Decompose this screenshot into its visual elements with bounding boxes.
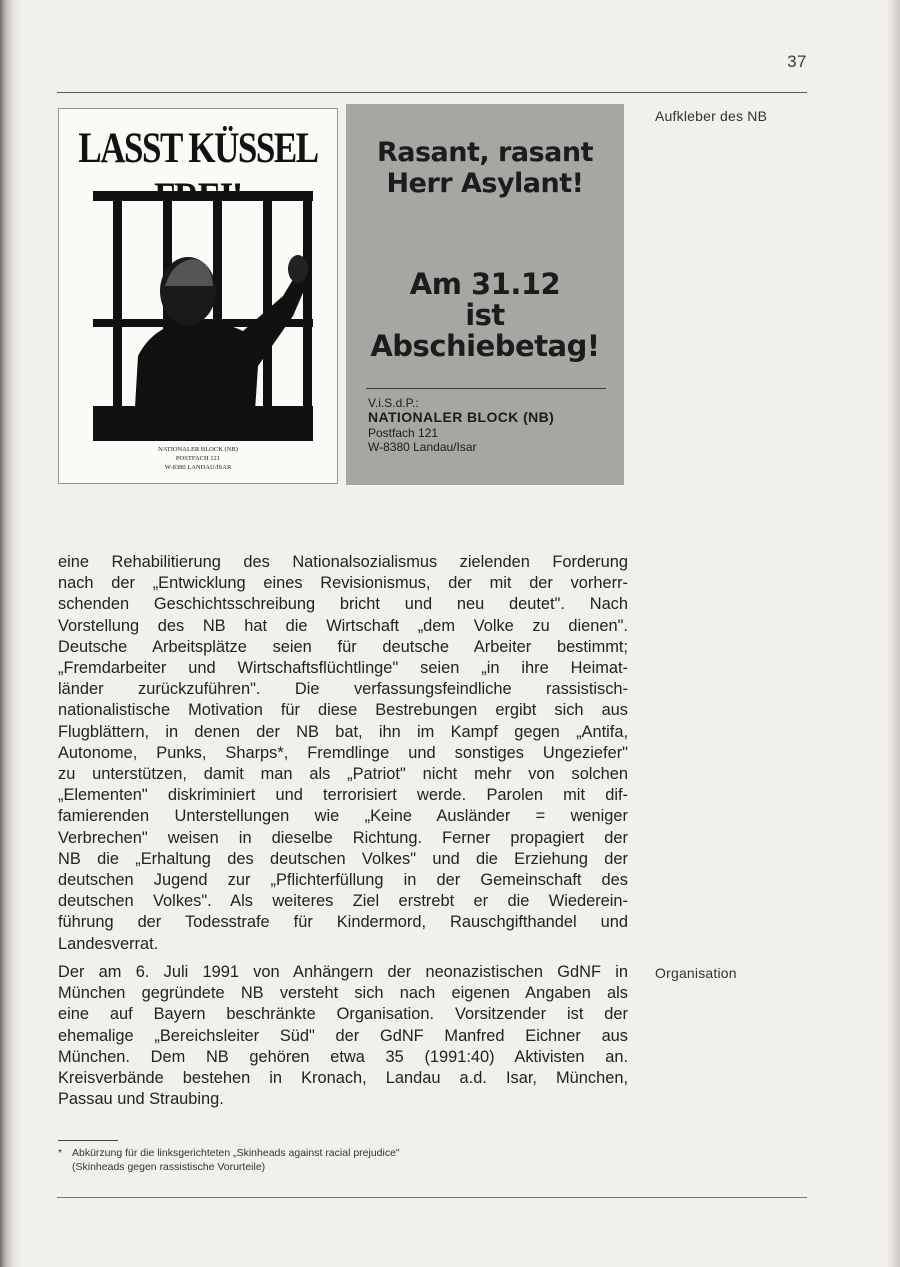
text-line: NB die „Erhaltung des deutschen Volkes" und die Erziehung der [58, 849, 628, 868]
text-line: Kreisverbände bestehen in Kronach, Landau a.d. Isar, München, [58, 1069, 628, 1088]
sticker2-separator [366, 388, 606, 389]
sticker1-address-line: POSTFACH 121 [175, 455, 221, 462]
sticker1-headline: LASST KÜSSEL [78, 123, 318, 172]
sticker2-line2: Herr Asylant! [386, 168, 584, 199]
header-rule [57, 92, 807, 93]
text-line: Vorstellung des NB hat die Wirtschaft „dem Volke zu dienen". [58, 616, 628, 635]
sticker1-address-line: NATIONALER BLOCK (NB) [158, 446, 238, 453]
sticker1-address-line: W-8380 LANDAU/ISAR [164, 464, 232, 471]
paragraph-organisation [58, 962, 628, 1110]
sticker-abschiebetag [346, 104, 624, 485]
sticker-lasst-kuessel-frei [58, 108, 338, 484]
text-line: eine Rehabilitierung des Nationalsozialismus zielenden Forderung [58, 553, 628, 571]
sticker2-line4: ist [465, 298, 505, 332]
footnote-line1: Abkürzung für die linksgerichteten „Skinheads against racial prejudice" [72, 1147, 400, 1159]
text-line: Landesverrat. [58, 934, 159, 953]
text-line: München gegründete NB versteht sich nach eigenen Angaben als [58, 984, 628, 1003]
prisoner-behind-bars-illustration [93, 191, 313, 441]
sticker2-postfach: Postfach 121 [368, 426, 439, 440]
text-line: „Elementen" diskriminiert und terrorisiert werde. Parolen mit dif- [58, 786, 628, 805]
sticker2-visdp: V.i.S.d.P.: [368, 396, 419, 410]
footnote [58, 1146, 618, 1174]
footer-rule [57, 1197, 807, 1198]
footnote-mark: * [58, 1147, 63, 1159]
page-binding-edge [0, 0, 22, 1267]
text-line: nach der „Entwicklung eines Revisionismus, der mit der vorherr- [58, 574, 628, 593]
margin-note-organisation: Organisation [655, 965, 737, 981]
text-line: nationalistische Motivation für diese Bestrebungen ergibt sich aus [58, 701, 628, 720]
text-line: schenden Geschichtsschreibung bricht und neu deutet". Nach [58, 595, 628, 614]
text-line: famierenden Unterstellungen wie „Keine Ausländer = weniger [58, 807, 628, 826]
sticker2-org: NATIONALER BLOCK (NB) [368, 409, 555, 425]
page-right-edge [886, 0, 900, 1267]
text-line: länder zurückzuführen". Die verfassungsfeindliche rassistisch- [58, 680, 628, 699]
text-line: Flugblättern, in denen der NB bat, ihn im Kampf gegen „Antifa, [58, 722, 628, 741]
text-line: zu unterstützen, damit man als „Patriot" nicht mehr von solchen [58, 765, 628, 784]
text-line: Verbrechen" weisen in dieselbe Richtung. Ferner propagiert der [58, 828, 628, 847]
text-line: ehemalige „Bereichsleiter Süd" der GdNF Manfred Eichner aus [58, 1026, 628, 1045]
sticker1-address [59, 445, 337, 472]
text-line: führung der Todesstrafe für Kindermord, Rauschgifthandel und [58, 913, 628, 932]
text-line: Autonome, Punks, Sharps*, Fremdlinge und sonstiges Ungeziefer" [58, 743, 628, 762]
sticker2-city: W-8380 Landau/Isar [368, 440, 477, 454]
margin-note-stickers: Aufkleber des NB [655, 108, 768, 124]
text-line: „Fremdarbeiter und Wirtschaftsflüchtlinge" seien „in ihre Heimat- [58, 659, 628, 678]
text-line: München. Dem NB gehören etwa 35 (1991:40) Aktivisten an. [58, 1047, 628, 1066]
footnote-line2: (Skinheads gegen rassistische Vorurteile) [72, 1161, 266, 1173]
text-line: deutschen Jugend zur „Pflichterfüllung in der Gemeinschaft des [58, 871, 628, 890]
text-line: eine auf Bayern beschränkte Organisation. Vorsitzender ist der [58, 1005, 628, 1024]
footnote-rule [58, 1140, 118, 1141]
sticker2-line5: Abschiebetag! [370, 329, 600, 363]
page-number: 37 [787, 52, 807, 71]
paragraph-goals [58, 552, 628, 955]
sticker2-line3: Am 31.12 [409, 267, 561, 301]
sticker2-line1: Rasant, rasant [376, 137, 594, 168]
text-line: Passau und Straubing. [58, 1090, 224, 1109]
text-line: Deutsche Arbeitsplätze seien für deutsche Arbeiter bestimmt; [58, 637, 628, 656]
text-line: deutschen Volkes". Als weiteres Ziel erstrebt er die Wiederein- [58, 892, 628, 911]
text-line: Der am 6. Juli 1991 von Anhängern der neonazistischen GdNF in [58, 963, 628, 981]
